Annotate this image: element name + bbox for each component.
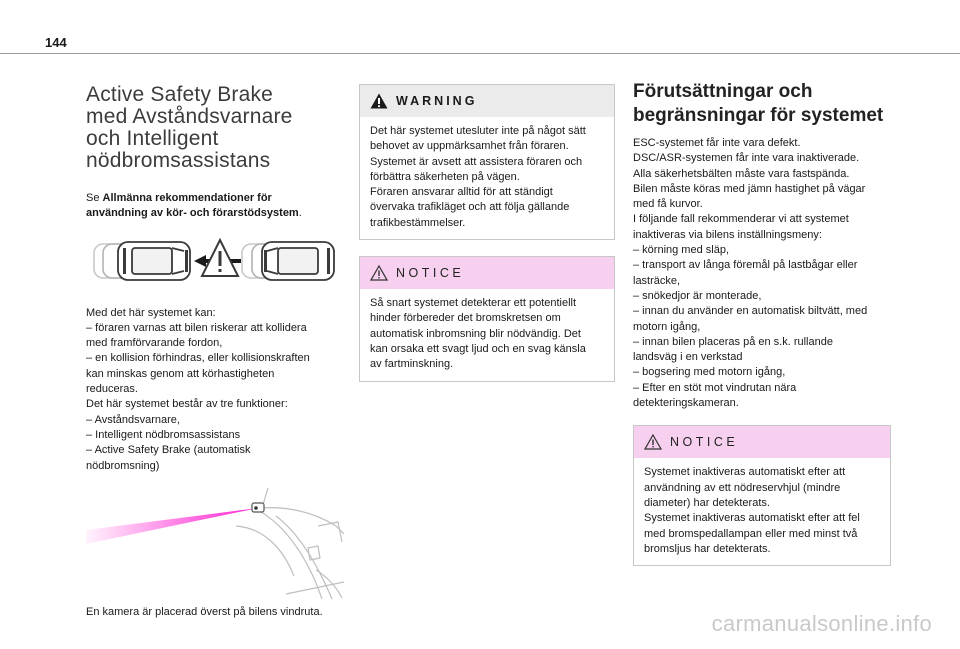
body-line: DSC/ASR-systemen får inte vara inaktiverade. (633, 152, 860, 165)
notice-line: bromsljus har detekterats. (644, 542, 771, 555)
notice-line: Systemet inaktiveras automatiskt efter att (644, 466, 846, 479)
body-line: Bilen måste köras med jämn hastighet på vägar (633, 182, 866, 195)
function-description (86, 306, 344, 474)
warning-line: Föraren ansvarar alltid för att ständigt (370, 186, 553, 199)
caption-line: En kamera är placerad överst på bilens vindruta. (86, 605, 323, 618)
body-line: I följande fall rekommenderar vi att systemet (633, 213, 849, 226)
body-line: – innan du använder en automatisk biltvätt, med (633, 305, 868, 318)
title-line: Förutsättningar och (633, 81, 813, 102)
title-line: nödbromsassistans (86, 149, 271, 172)
warning-line: Det här systemet utesluter inte på något sätt (370, 125, 586, 137)
warning-body (360, 117, 614, 239)
body-line: Alla säkerhetsbälten måste vara fastspända. (633, 167, 850, 180)
intro-reference: Allmänna rekommendationer för (102, 192, 272, 204)
body-line: med få kurvor. (633, 198, 703, 211)
watermark: carmanualsonline.info (711, 611, 932, 636)
warning-line: Systemet är avsett att assistera föraren och (370, 155, 583, 168)
body-line: reduceras. (86, 383, 138, 396)
warning-line: övervaka trafikläget och att följa gällande (370, 201, 570, 214)
notice-line: av fartminskning. (370, 358, 454, 371)
intro-prefix: Se (86, 192, 103, 204)
warning-line: behovet av uppmärksamhet från föraren. (370, 140, 569, 153)
body-line: detekteringskameran. (633, 397, 739, 410)
body-line: – innan bilen placeras på en s.k. rullande (633, 335, 833, 348)
body-line: motorn igång, (633, 320, 701, 333)
notice-body (360, 289, 614, 380)
body-line: – Efter en stöt mot vindrutan nära (633, 381, 797, 394)
title-line: med Avståndsvarnare (86, 105, 293, 128)
header-rule (0, 53, 960, 54)
title-line: begränsningar för systemet (633, 105, 884, 126)
camera-icon (86, 486, 344, 601)
notice-line: med bromspedallampan eller med minst två (644, 527, 858, 540)
section-title-conditions (633, 80, 891, 128)
car-collision-icon (86, 236, 344, 288)
body-line: – föraren varnas att bilen riskerar att kollidera (86, 321, 307, 334)
body-line: – Active Safety Brake (automatisk (86, 444, 251, 457)
body-line: landsväg i en verkstad (633, 351, 743, 364)
section-title-active-safety-brake (86, 84, 344, 172)
notice-body (634, 458, 890, 565)
notice-header (634, 426, 890, 458)
body-line: lasträcke, (633, 274, 681, 287)
warning-label: WARNING (396, 94, 478, 108)
right-column (633, 80, 891, 566)
page-number: 144 (45, 35, 67, 50)
notice-line: kan orsaka ett svagt ljud och en svag känsla (370, 342, 586, 355)
conditions-body (633, 136, 891, 411)
notice-header (360, 257, 614, 289)
body-line: ESC-systemet får inte vara defekt. (633, 137, 801, 149)
notice-box-deactivation (633, 425, 891, 566)
title-line: Active Safety Brake (86, 83, 274, 106)
middle-column (359, 84, 615, 382)
notice-line: Systemet inaktiveras automatiskt efter att fel (644, 512, 860, 525)
warning-header (360, 85, 614, 117)
notice-line: automatisk inbromsning blir nödvändig. Det (370, 327, 581, 340)
body-line: Med det här systemet kan: (86, 306, 216, 319)
notice-line: Så snart systemet detekterar ett potentiellt (370, 297, 577, 310)
camera-caption (86, 605, 344, 620)
body-line: – en kollision förhindras, eller kollisionskraften (86, 352, 310, 365)
notice-label: NOTICE (670, 435, 739, 450)
notice-box (359, 256, 615, 381)
title-line: och Intelligent (86, 127, 219, 150)
body-line: nödbromsning) (86, 459, 160, 472)
notice-line: användning av ett nödreservhjul (mindre (644, 481, 841, 494)
body-line: inaktiveras via bilens inställningsmeny: (633, 228, 822, 241)
notice-line: diameter) har detekterats. (644, 496, 770, 509)
body-line: – Intelligent nödbromsassistans (86, 428, 241, 441)
intro-line (86, 191, 344, 206)
body-line: – bogsering med motorn igång, (633, 366, 786, 379)
warning-triangle-icon (370, 93, 388, 109)
warning-line: förbättra säkerheten på vägen. (370, 170, 520, 183)
body-line: – körning med släp, (633, 244, 729, 257)
warning-box (359, 84, 615, 240)
body-line: Det här systemet består av tre funktioner: (86, 398, 288, 411)
warning-line: trafikbestämmelser. (370, 216, 466, 229)
left-column (86, 84, 344, 620)
intro-line (86, 206, 344, 221)
body-line: – snökedjor är monterade, (633, 289, 762, 302)
body-line: med framförvarande fordon, (86, 337, 223, 350)
intro-reference: användning av kör- och förarstödsystem (86, 207, 299, 220)
body-line: kan minskas genom att körhastigheten (86, 367, 275, 380)
notice-triangle-icon (644, 434, 662, 450)
notice-triangle-icon (370, 265, 388, 281)
intro-paragraph (86, 191, 344, 222)
car-collision-illustration (86, 236, 344, 288)
notice-line: hinder förbereder det bromskretsen om (370, 312, 561, 325)
body-line: – Avståndsvarnare, (86, 413, 180, 426)
body-line: – transport av långa föremål på lastbågar eller (633, 259, 858, 272)
intro-suffix: . (298, 207, 302, 220)
notice-label: NOTICE (396, 266, 465, 281)
windscreen-camera-illustration (86, 486, 344, 601)
